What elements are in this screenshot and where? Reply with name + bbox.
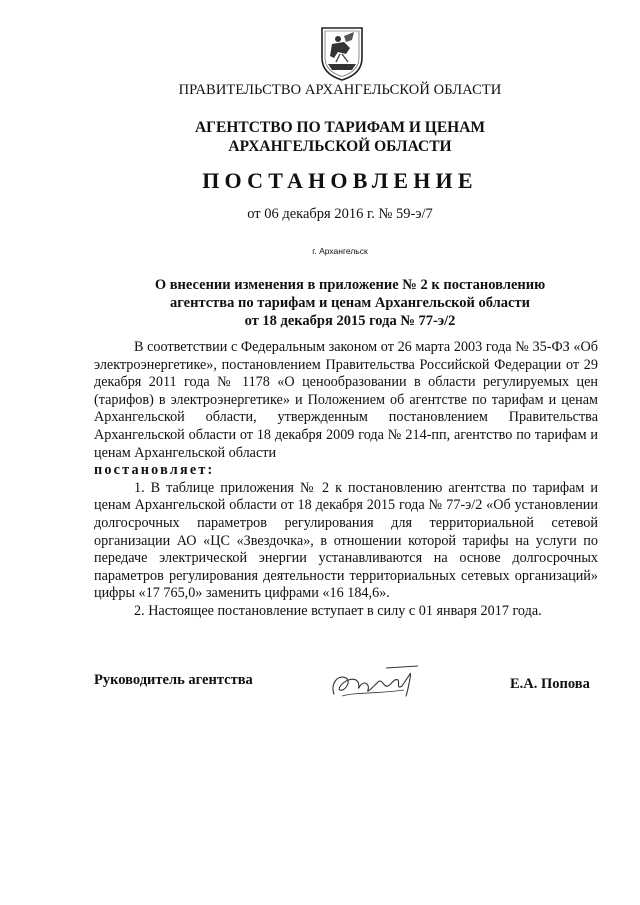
document-title: ПОСТАНОВЛЕНИЕ	[202, 168, 478, 193]
coat-of-arms-icon	[318, 24, 366, 82]
decree-item-1: 1. В таблице приложения № 2 к постановлению агентства по тарифам и ценам Архангельской области от 18 декабря 2015 года № 77-э/2 «Об установлении долгосрочных параметров регулирования для территориальной сетевой организации АО «ЦС «Звездочка», в отношении которой тарифы на услуги по передаче электрической энергии устанавливаются на основе долгосрочных параметров регулирования деятельности территориальных сетевых организаций» цифры «17 765,0» заменить цифрами «16 184,6».	[94, 479, 598, 602]
decree-resolution-word: постановляет:	[94, 462, 215, 479]
subject-line-2: агентства по тарифам и ценам Архангельской области	[170, 295, 530, 311]
decree-body	[94, 339, 598, 621]
signatory-name: Е.А. Попова	[510, 676, 590, 692]
handwritten-signature	[326, 656, 426, 706]
city-name: г. Архангельск	[312, 246, 368, 256]
decree-subject	[140, 276, 560, 330]
agency-name-line-2: АРХАНГЕЛЬСКОЙ ОБЛАСТИ	[228, 138, 452, 155]
subject-line-1: О внесении изменения в приложение № 2 к постановлению	[154, 277, 546, 293]
government-name: ПРАВИТЕЛЬСТВО АРХАНГЕЛЬСКОЙ ОБЛАСТИ	[178, 82, 502, 98]
decree-item-2: 2. Настоящее постановление вступает в силу с 01 января 2017 года.	[134, 602, 542, 619]
signatory-position: Руководитель агентства	[94, 672, 253, 688]
decree-date-number: от 06 декабря 2016 г. № 59-э/7	[247, 206, 433, 222]
agency-name-line-1: АГЕНТСТВО ПО ТАРИФАМ И ЦЕНАМ	[194, 119, 486, 136]
subject-line-3: от 18 декабря 2015 года № 77-э/2	[244, 313, 456, 329]
preamble-paragraph: В соответствии с Федеральным законом от 26 марта 2003 года № 35-ФЗ «Об электроэнергетике», постановлением Правительства Российской Федерации от 29 декабря 2011 года № 1178 «О ценообразовании в области регулируемых цен (тарифов) в электроэнергетике» и Положением об агентстве по тарифам и ценам Архангельской области, утвержденным постановлением Правительства Архангельской области от 18 декабря 2009 года № 214-пп, агентство по тарифам и ценам Архангельской области	[94, 339, 598, 461]
agency-name	[0, 118, 640, 156]
